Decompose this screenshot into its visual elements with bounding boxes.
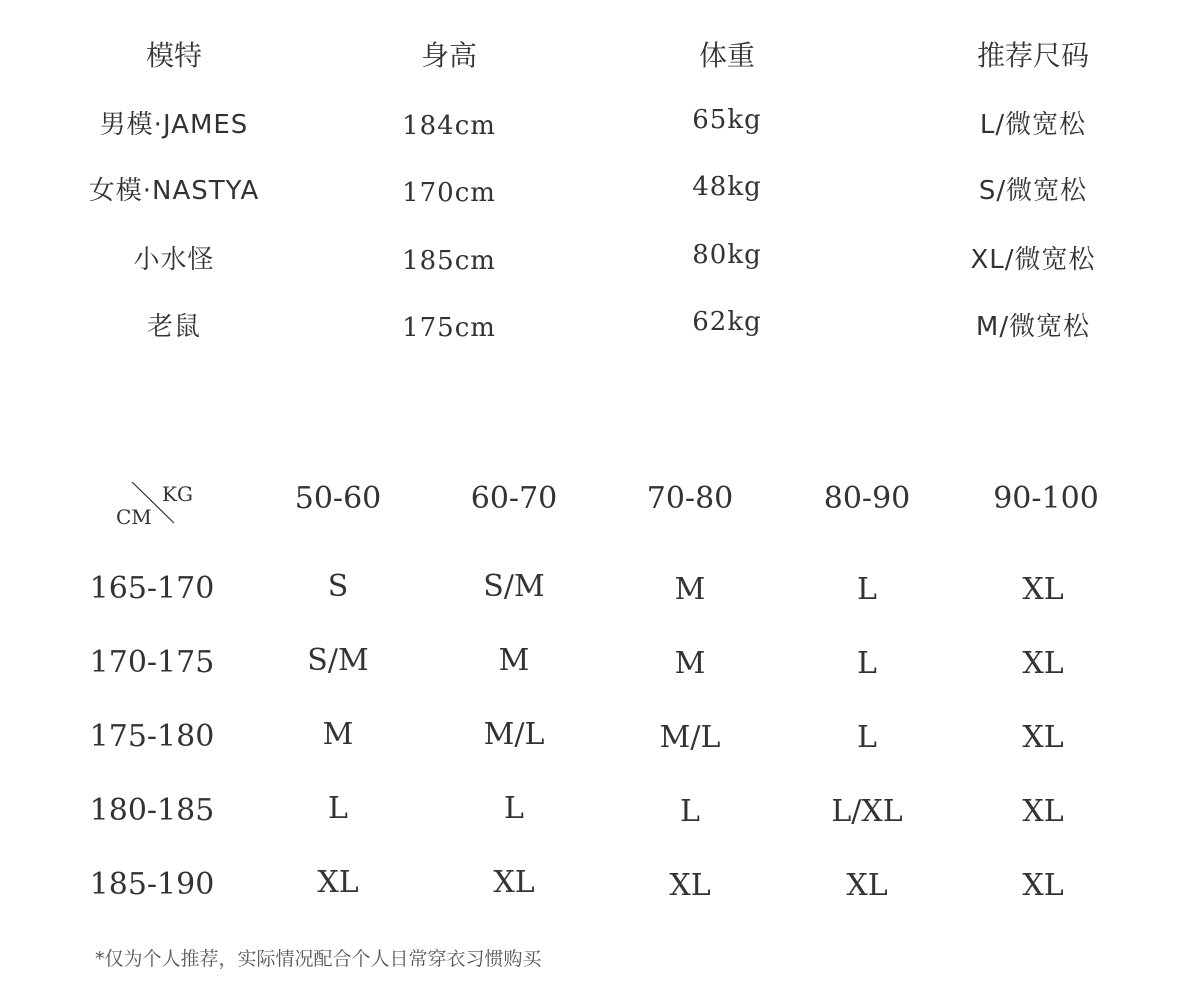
size-cell: XL	[669, 868, 711, 903]
model-size: S/微宽松	[978, 176, 1088, 206]
size-cell: XL	[846, 868, 888, 903]
model-name: 男模·JAMES	[99, 110, 249, 140]
model-weight: 62kg	[692, 307, 762, 337]
header-model: 模特	[145, 39, 203, 72]
size-cell: L	[504, 791, 524, 826]
weight-range-header: 60-70	[470, 481, 558, 516]
header-weight: 体重	[698, 39, 756, 72]
size-cell: S/M	[307, 643, 369, 678]
size-cell: S	[327, 569, 349, 604]
model-name: 老鼠	[146, 312, 202, 342]
weight-range-header: 50-60	[294, 481, 382, 516]
size-cell: XL	[1022, 794, 1064, 829]
weight-range-header: 90-100	[993, 481, 1099, 516]
model-size: L/微宽松	[979, 110, 1087, 140]
model-height: 170cm	[402, 178, 496, 208]
height-range: 180-185	[89, 793, 215, 828]
size-cell: L	[857, 572, 877, 607]
size-cell: XL	[493, 865, 535, 900]
size-cell: L	[680, 794, 700, 829]
model-height: 185cm	[402, 246, 496, 276]
size-cell: XL	[1022, 720, 1064, 755]
height-range: 170-175	[89, 645, 215, 680]
model-name: 小水怪	[133, 245, 215, 275]
height-range: 185-190	[89, 867, 215, 902]
size-cell: XL	[1022, 646, 1064, 681]
size-cell: XL	[1022, 868, 1064, 903]
weight-range-header: 70-80	[646, 481, 734, 516]
size-cell: XL	[1022, 572, 1064, 607]
model-weight: 65kg	[692, 105, 762, 135]
model-size: M/微宽松	[975, 312, 1091, 342]
model-height: 175cm	[402, 313, 496, 343]
footnote: *仅为个人推荐，实际情况配合个人日常穿衣习惯购买	[95, 948, 542, 970]
size-cell: M	[322, 717, 354, 752]
model-name: 女模·NASTYA	[88, 176, 260, 206]
model-height: 184cm	[402, 111, 496, 141]
size-cell: L	[857, 720, 877, 755]
corner-kg-label: KG	[162, 482, 193, 506]
height-range: 175-180	[89, 719, 215, 754]
model-weight: 80kg	[692, 240, 762, 270]
size-cell: M	[674, 572, 706, 607]
size-cell: M/L	[483, 717, 545, 752]
corner-cm-label: CM	[116, 505, 152, 529]
model-weight: 48kg	[692, 172, 762, 202]
size-cell: M	[498, 643, 530, 678]
size-cell: L	[857, 646, 877, 681]
size-cell: L	[328, 791, 348, 826]
size-cell: L/XL	[831, 794, 903, 829]
size-cell: XL	[317, 865, 359, 900]
weight-range-header: 80-90	[823, 481, 911, 516]
model-size: XL/微宽松	[970, 245, 1096, 275]
header-height: 身高	[420, 39, 478, 72]
size-cell: S/M	[483, 569, 545, 604]
size-cell: M/L	[659, 720, 721, 755]
corner-header	[114, 478, 194, 528]
header-recommended-size: 推荐尺码	[976, 39, 1090, 72]
height-range: 165-170	[89, 571, 215, 606]
size-cell: M	[674, 646, 706, 681]
